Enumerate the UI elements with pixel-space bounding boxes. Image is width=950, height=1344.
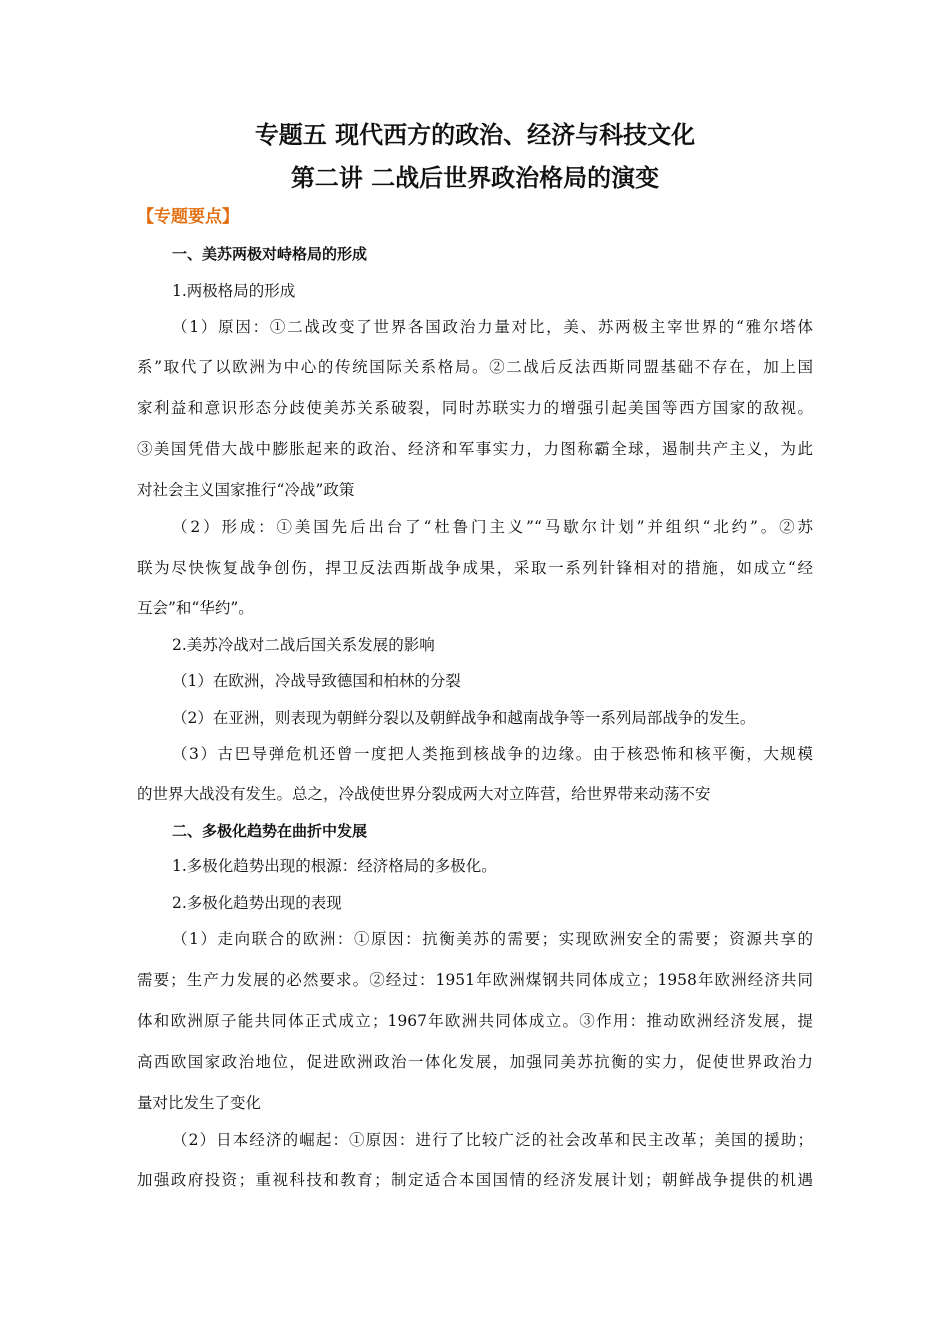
paragraph-line: 家利益和意识形态分歧使美苏关系破裂，同时苏联实力的增强引起美国等西方国家的敌视。 bbox=[137, 399, 813, 417]
section-heading-2: 二、多极化趋势在曲折中发展 bbox=[172, 822, 368, 840]
paragraph-line: （1）走向联合的欧洲：①原因：抗衡美苏的需要；实现欧洲安全的需要；资源共享的 bbox=[172, 930, 813, 948]
paragraph-line: （2）在亚洲，则表现为朝鲜分裂以及朝鲜战争和越南战争等一系列局部战争的发生。 bbox=[172, 709, 756, 727]
paragraph-line: 体和欧洲原子能共同体正式成立；1967年欧洲共同体成立。③作用：推动欧洲经济发展，提 bbox=[137, 1012, 813, 1030]
subheading-2-1: 1.多极化趋势出现的根源：经济格局的多极化。 bbox=[172, 857, 497, 875]
paragraph-line: 互会”和“华约”。 bbox=[137, 599, 254, 617]
paragraph-line: 高西欧国家政治地位，促进欧洲政治一体化发展，加强同美苏抗衡的实力，促使世界政治力 bbox=[137, 1053, 813, 1071]
paragraph-line: 联为尽快恢复战争创伤，捍卫反法西斯战争成果，采取一系列针锋相对的措施，如成立“经 bbox=[137, 559, 813, 577]
paragraph-line: 量对比发生了变化 bbox=[137, 1094, 262, 1112]
paragraph-line: 对社会主义国家推行“冷战”政策 bbox=[137, 481, 355, 499]
paragraph-line: （2）形成：①美国先后出台了“杜鲁门主义”“马歇尔计划”并组织“北约”。②苏 bbox=[172, 518, 813, 536]
paragraph-line: （3）古巴导弹危机还曾一度把人类拖到核战争的边缘。由于核恐怖和核平衡，大规模 bbox=[172, 745, 813, 763]
section-tag: 【专题要点】 bbox=[137, 207, 239, 227]
paragraph-line: （2）日本经济的崛起：①原因：进行了比较广泛的社会改革和民主改革；美国的援助； bbox=[172, 1131, 813, 1149]
paragraph-line: 加强政府投资；重视科技和教育；制定适合本国国情的经济发展计划；朝鲜战争提供的机遇 bbox=[137, 1171, 813, 1189]
paragraph-line: 需要；生产力发展的必然要求。②经过：1951年欧洲煤钢共同体成立；1958年欧洲经济共同 bbox=[137, 971, 813, 989]
paragraph-line: （1）原因：①二战改变了世界各国政治力量对比，美、苏两极主宰世界的“雅尔塔体 bbox=[172, 318, 813, 336]
document-subtitle: 第二讲 二战后世界政治格局的演变 bbox=[290, 163, 660, 192]
paragraph-line: 系”取代了以欧洲为中心的传统国际关系格局。②二战后反法西斯同盟基础不存在，加上国 bbox=[137, 358, 813, 376]
subheading-2-2: 2.多极化趋势出现的表现 bbox=[172, 894, 342, 912]
subheading-1-1: 1.两极格局的形成 bbox=[172, 282, 296, 300]
document-title: 专题五 现代西方的政治、经济与科技文化 bbox=[254, 120, 696, 149]
paragraph-line: 的世界大战没有发生。总之，冷战使世界分裂成两大对立阵营，给世界带来动荡不安 bbox=[137, 785, 711, 803]
paragraph-line: （1）在欧洲，冷战导致德国和柏林的分裂 bbox=[172, 672, 461, 690]
subheading-1-2: 2.美苏冷战对二战后国关系发展的影响 bbox=[172, 636, 435, 654]
section-heading-1: 一、美苏两极对峙格局的形成 bbox=[172, 245, 368, 263]
paragraph-line: ③美国凭借大战中膨胀起来的政治、经济和军事实力，力图称霸全球，遏制共产主义，为此 bbox=[137, 440, 813, 458]
